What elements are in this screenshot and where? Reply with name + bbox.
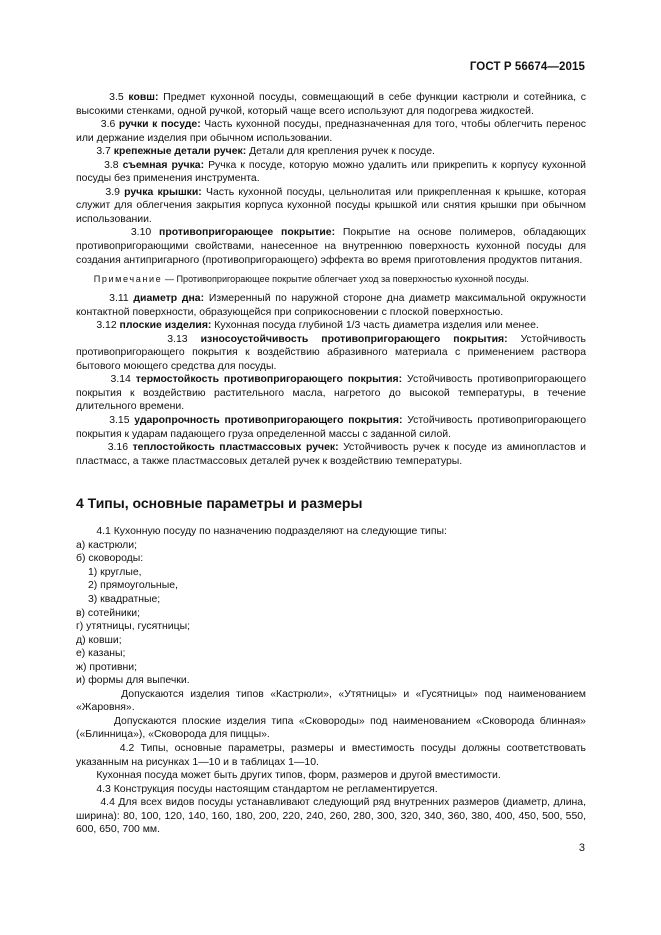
term-name: термостойкость противопригорающего покрытия:	[135, 374, 403, 386]
paragraph-4-1: 4.1 Кухонную посуду по назначению подразделяют на следующие типы:	[96, 526, 447, 538]
list-item: д) ковши;	[76, 634, 122, 646]
term-3-11: 3.11 диаметр дна: Измеренный по наружной стороне дна диаметр максимальной окружности контактной поверхности, образующейся при соприкосновении с плоской поверхностью.	[76, 293, 586, 318]
section-4-title: 4 Типы, основные параметры и размеры	[76, 495, 363, 512]
list-subitem: 2) прямоугольные,	[88, 580, 178, 592]
term-name: износоустойчивость противопригорающего покрытия:	[200, 333, 508, 345]
term-3-14: 3.14 термостойкость противопригорающего покрытия: Устойчивость противопригорающего покрытия к воздействию растительного масла, нагретого до высокой температуры, в течение длительного времени.	[76, 374, 586, 413]
list-item: ж) противни;	[76, 661, 138, 673]
term-name: ударопрочность противопригорающего покрытия:	[134, 415, 403, 427]
term-name: крепежные детали ручек:	[113, 146, 247, 158]
note-label: Примечание	[93, 274, 163, 285]
list-item: а) кастрюли;	[76, 539, 138, 551]
page-number: 3	[578, 842, 585, 854]
list-item: в) сотейники;	[76, 607, 141, 619]
paragraph-zharovnya: Допускаются изделия типов «Кастрюли», «Утятницы» и «Гусятницы» под наименованием «Жаровня».	[76, 688, 586, 714]
note	[76, 273, 586, 285]
list-subitem: 1) круглые,	[88, 566, 142, 578]
list-item: и) формы для выпечки.	[76, 675, 190, 687]
paragraph-blinnaya: Допускаются плоские изделия типа «Сковороды» под наименованием «Сковорода блинная» («Блинница»), «Сковорода для пиццы».	[76, 715, 586, 741]
term-name: съемная ручка:	[122, 159, 205, 171]
paragraph-4-3: 4.3 Конструкция посуды настоящим стандартом не регламентируется.	[96, 783, 438, 795]
term-3-10: 3.10 противопригорающее покрытие: Покрытие на основе полимеров, обладающих противопригорающими свойствами, нанесенное на внутреннюю поверхность кухонной посуды для создания антипригарного (противопригорающего) эффекта во время приготовления продуктов питания.	[76, 227, 586, 266]
term-3-5: 3.5 ковш: Предмет кухонной посуды, совмещающий в себе функции кастрюли и сотейника, с высокими стенками, одной ручкой, который чаще всего используют для подогрева жидкостей.	[76, 92, 586, 117]
list-item: г) утятницы, гусятницы;	[76, 621, 191, 633]
paragraph-other-types: Кухонная посуда может быть других типов, форм, размеров и другой вместимости.	[96, 770, 501, 782]
term-3-15: 3.15 ударопрочность противопригорающего покрытия: Устойчивость противопригорающего покрытия к ударам падающего груза определенной массы с заданной силой.	[76, 415, 586, 440]
term-name: ковш:	[128, 92, 159, 103]
term-3-9: 3.9 ручка крышки: Часть кухонной посуды, цельнолитая или прикрепленная к крышке, которая служит для облегчения закрытия корпуса кухонной посуды крышкой или снятия крышки при обычном использовании.	[76, 186, 586, 225]
term-name: ручки к посуде:	[118, 119, 201, 131]
term-name: ручка крышки:	[124, 186, 202, 198]
term-name: теплостойкость пластмассовых ручек:	[132, 442, 339, 454]
document-body	[76, 91, 586, 837]
list-subitem: 3) квадратные;	[88, 593, 161, 605]
list-item: б) сковороды:	[76, 553, 144, 565]
term-3-7: 3.7 крепежные детали ручек: Детали для крепления ручек к посуде.	[96, 146, 435, 158]
note-text: — Противопригорающее покрытие облегчает уход за поверхностью кухонной посуды.	[162, 274, 529, 285]
term-3-16: 3.16 теплостойкость пластмассовых ручек: Устойчивость ручек к посуде из аминопластов и пластмасс, а также пластмассовых деталей ручек к воздействию температуры.	[76, 442, 586, 467]
term-3-8: 3.8 съемная ручка: Ручка к посуде, которую можно удалить или прикрепить к корпусу кухонной посуды без применения инструмента.	[76, 159, 587, 185]
paragraph-4-4: 4.4 Для всех видов посуды устанавливают следующий ряд внутренних размеров (диаметр, длина, ширина): 80, 100, 120, 140, 160, 180, 200, 220, 240, 260, 280, 300, 320, 340, 360, 380, 400, 450, 500, 550, 600, 650, 700 мм.	[76, 797, 586, 836]
list-item: е) казаны;	[76, 648, 126, 660]
term-3-12: 3.12 плоские изделия: Кухонная посуда глубиной 1/3 часть диаметра изделия или менее.	[96, 320, 539, 332]
term-3-6: 3.6 ручки к посуде: Часть кухонной посуды, предназначенная для того, чтобы облегчить перенос или держание изделия при обычном использовании.	[76, 119, 586, 144]
term-name: плоские изделия:	[119, 320, 212, 332]
term-name: противопригорающее покрытие:	[159, 227, 336, 239]
paragraph-4-2: 4.2 Типы, основные параметры, размеры и вместимость посуды должны соответствовать указанным на рисунках 1—10 и в таблицах 1—10.	[76, 742, 586, 768]
standard-code: ГОСТ Р 56674—2015	[469, 61, 585, 73]
term-name: диаметр дна:	[133, 293, 205, 305]
term-3-13: 3.13 износоустойчивость противопригорающего покрытия: Устойчивость противопригорающего покрытия к воздействию абразивного материала с применением раствора бытового моющего средства для посуды.	[76, 333, 586, 372]
